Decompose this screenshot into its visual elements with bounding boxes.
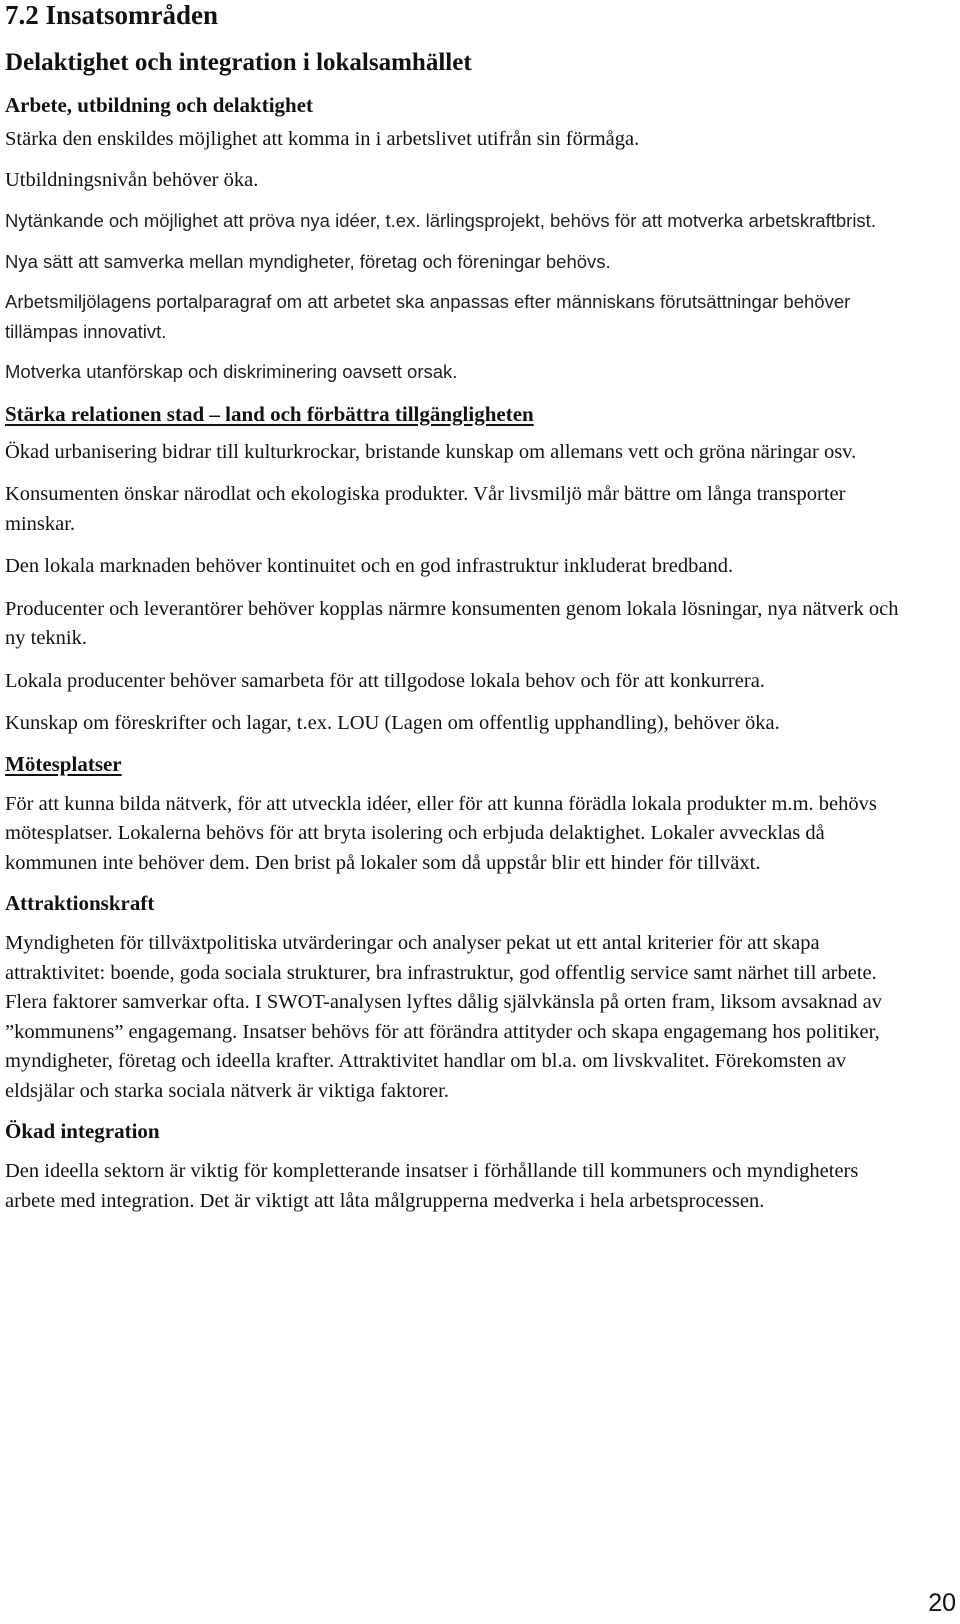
paragraph: Kunskap om föreskrifter och lagar, t.ex. LOU (Lagen om offentlig upphandling), behöver öka. bbox=[5, 712, 780, 734]
paragraph: Utbildningsnivån behöver öka. bbox=[5, 168, 259, 191]
paragraph: Stärka den enskildes möjlighet att komma in i arbetslivet utifrån sin förmåga. bbox=[5, 128, 640, 150]
subheading-okad-integration: Ökad integration bbox=[5, 1119, 160, 1143]
paragraph: Nytänkande och möjlighet att pröva nya idéer, t.ex. lärlingsprojekt, behövs för att motverka arbetskraftbrist. bbox=[5, 210, 876, 231]
paragraph: Konsumenten önskar närodlat och ekologiska produkter. Vår livsmiljö mår bättre om långa transporter minskar. bbox=[5, 483, 846, 535]
section-title: Delaktighet och integration i lokalsamhället bbox=[5, 49, 472, 76]
paragraph: Producenter och leverantörer behöver kopplas närmre konsumenten genom lokala lösningar, nya nätverk och ny teknik. bbox=[5, 597, 899, 649]
paragraph: Den ideella sektorn är viktig för kompletterande insatser i förhållande till kommuners och myndigheters arbete med integration. Det är viktigt att låta målgrupperna medverka i hela arbetsprocessen. bbox=[5, 1160, 859, 1212]
paragraph: Ökad urbanisering bidrar till kulturkrockar, bristande kunskap om allemans vett och gröna näringar osv. bbox=[5, 440, 857, 463]
paragraph: Motverka utanförskap och diskriminering oavsett orsak. bbox=[5, 361, 458, 382]
paragraph: Lokala producenter behöver samarbeta för att tillgodose lokala behov och för att konkurrera. bbox=[5, 669, 765, 692]
paragraph: Arbetsmiljölagens portalparagraf om att arbetet ska anpassas efter människans förutsättningar behöver tillämpas innovativt. bbox=[5, 291, 851, 342]
subheading-arbete: Arbete, utbildning och delaktighet bbox=[5, 93, 314, 117]
paragraph: Den lokala marknaden behöver kontinuitet och en god infrastruktur inkluderat bredband. bbox=[5, 555, 734, 577]
subheading-attraktionskraft: Attraktionskraft bbox=[5, 891, 155, 915]
paragraph: För att kunna bilda nätverk, för att utveckla idéer, eller för att kunna förädla lokala produkter m.m. behövs mötesplatser. Lokalerna behövs för att bryta isolering och erbjuda delaktighet. Lokaler avvecklas då kommunen inte behöver dem. Den brist på lokaler som då uppstår blir ett hinder för tillväxt. bbox=[5, 792, 877, 874]
subheading-motesplatser: Mötesplatser bbox=[5, 751, 122, 776]
document-page bbox=[5, 0, 905, 1216]
paragraph: Nya sätt att samverka mellan myndigheter, företag och föreningar behövs. bbox=[5, 250, 611, 272]
page-number: 20 bbox=[928, 1589, 956, 1617]
subheading-stad-land: Stärka relationen stad – land och förbättra tillgängligheten bbox=[5, 401, 534, 426]
paragraph: Myndigheten för tillväxtpolitiska utvärderingar och analyser pekat ut ett antal kriterier för att skapa attraktivitet: boende, goda sociala strukturer, bra infrastruktur, god offentlig service samt närhet till arbete. Flera faktorer samverkar ofta. I SWOT-analysen lyftes dålig självkänsla på orten fram, liksom avsaknad av ”kommunens” engagemang. Insatser behövs för att förändra attityder och skapa engagemang hos politiker, myndigheter, företag och ideella krafter. Attraktivitet handlar om bl.a. om livskvalitet. Förekomsten av eldsjälar och starka sociala nätverk är viktiga faktorer. bbox=[5, 932, 883, 1102]
chapter-title: 7.2 Insatsområden bbox=[5, 0, 219, 30]
